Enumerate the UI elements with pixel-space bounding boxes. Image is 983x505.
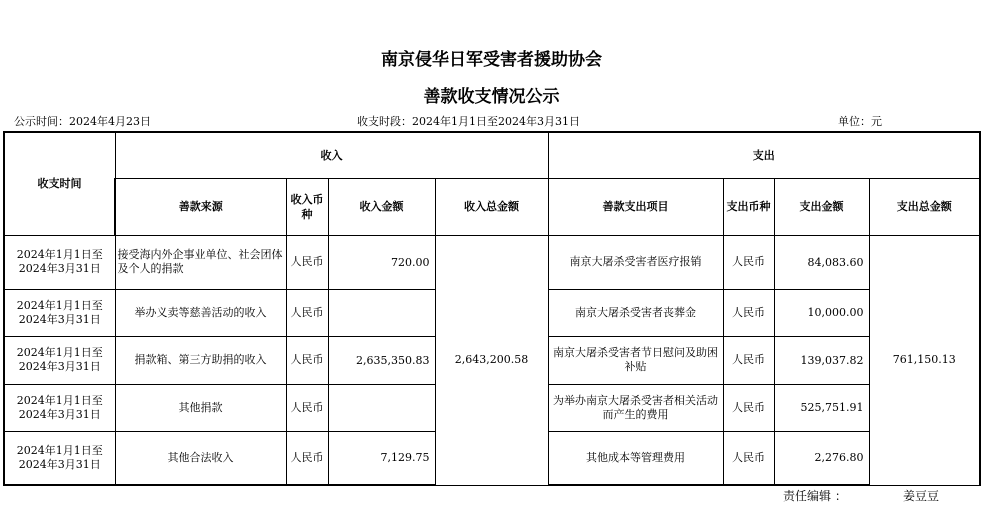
row-income-amount xyxy=(328,289,435,336)
row-time: 2024年1月1日至2024年3月31日 xyxy=(4,235,115,289)
table-row xyxy=(4,235,980,289)
unit-text: 单位：元 xyxy=(838,115,882,128)
row-income-amount: 7,129.75 xyxy=(328,431,435,485)
header-expense-currency: 支出币种 xyxy=(723,178,774,235)
header-income-total: 收入总金额 xyxy=(435,178,548,235)
row-income-amount: 720.00 xyxy=(328,235,435,289)
row-expense-currency: 人民币 xyxy=(723,289,774,336)
row-expense-amount: 525,751.91 xyxy=(774,384,869,431)
row-expense-currency: 人民币 xyxy=(723,431,774,485)
row-expense-currency: 人民币 xyxy=(723,336,774,384)
row-income-currency: 人民币 xyxy=(286,289,328,336)
row-income-amount xyxy=(328,384,435,431)
row-time: 2024年1月1日至2024年3月31日 xyxy=(4,384,115,431)
row-time: 2024年1月1日至2024年3月31日 xyxy=(4,431,115,485)
row-income-currency: 人民币 xyxy=(286,384,328,431)
editor-label: 责任编辑 ： xyxy=(783,489,847,503)
row-source: 捐款箱、第三方助捐的收入 xyxy=(115,336,286,384)
row-source: 举办义卖等慈善活动的收入 xyxy=(115,289,286,336)
header-expense-total: 支出总金额 xyxy=(869,178,980,235)
row-source: 其他捐款 xyxy=(115,384,286,431)
header-time: 收支时间 xyxy=(4,132,115,235)
row-expense-currency: 人民币 xyxy=(723,384,774,431)
expense-total-value: 761,150.13 xyxy=(869,235,980,485)
row-expense-currency: 人民币 xyxy=(723,235,774,289)
header-expense-item: 善款支出项目 xyxy=(548,178,723,235)
row-time: 2024年1月1日至2024年3月31日 xyxy=(4,289,115,336)
header-income-amount: 收入金额 xyxy=(328,178,435,235)
row-income-currency: 人民币 xyxy=(286,235,328,289)
row-expense-amount: 2,276.80 xyxy=(774,431,869,485)
org-title: 南京侵华日军受害者援助协会 xyxy=(381,50,602,70)
row-expense-item: 其他成本等管理费用 xyxy=(548,431,723,485)
header-income-source: 善款来源 xyxy=(115,178,286,235)
income-total-value: 2,643,200.58 xyxy=(435,235,548,485)
row-expense-item: 南京大屠杀受害者医疗报销 xyxy=(548,235,723,289)
row-income-amount: 2,635,350.83 xyxy=(328,336,435,384)
header-income-currency: 收入币种 xyxy=(286,178,328,235)
row-expense-amount: 10,000.00 xyxy=(774,289,869,336)
header-expense: 支出 xyxy=(548,132,980,178)
publish-date: 公示时间：2024年4月23日 xyxy=(14,115,151,128)
row-source: 接受海内外企事业单位、社会团体及个人的捐款 xyxy=(115,235,286,289)
period-text: 收支时段：2024年1月1日至2024年3月31日 xyxy=(357,115,580,128)
row-expense-item: 南京大屠杀受害者丧葬金 xyxy=(548,289,723,336)
header-expense-amount: 支出金额 xyxy=(774,178,869,235)
page-subtitle: 善款收支情况公示 xyxy=(423,87,560,107)
row-expense-item: 为举办南京大屠杀受害者相关活动而产生的费用 xyxy=(548,384,723,431)
row-expense-amount: 139,037.82 xyxy=(774,336,869,384)
row-income-currency: 人民币 xyxy=(286,431,328,485)
editor-name: 姜豆豆 xyxy=(903,489,940,503)
row-expense-amount: 84,083.60 xyxy=(774,235,869,289)
finance-table xyxy=(3,131,981,486)
row-source: 其他合法收入 xyxy=(115,431,286,485)
row-time: 2024年1月1日至2024年3月31日 xyxy=(4,336,115,384)
row-expense-item: 南京大屠杀受害者节日慰问及助困补贴 xyxy=(548,336,723,384)
row-income-currency: 人民币 xyxy=(286,336,328,384)
header-income: 收入 xyxy=(115,132,548,178)
